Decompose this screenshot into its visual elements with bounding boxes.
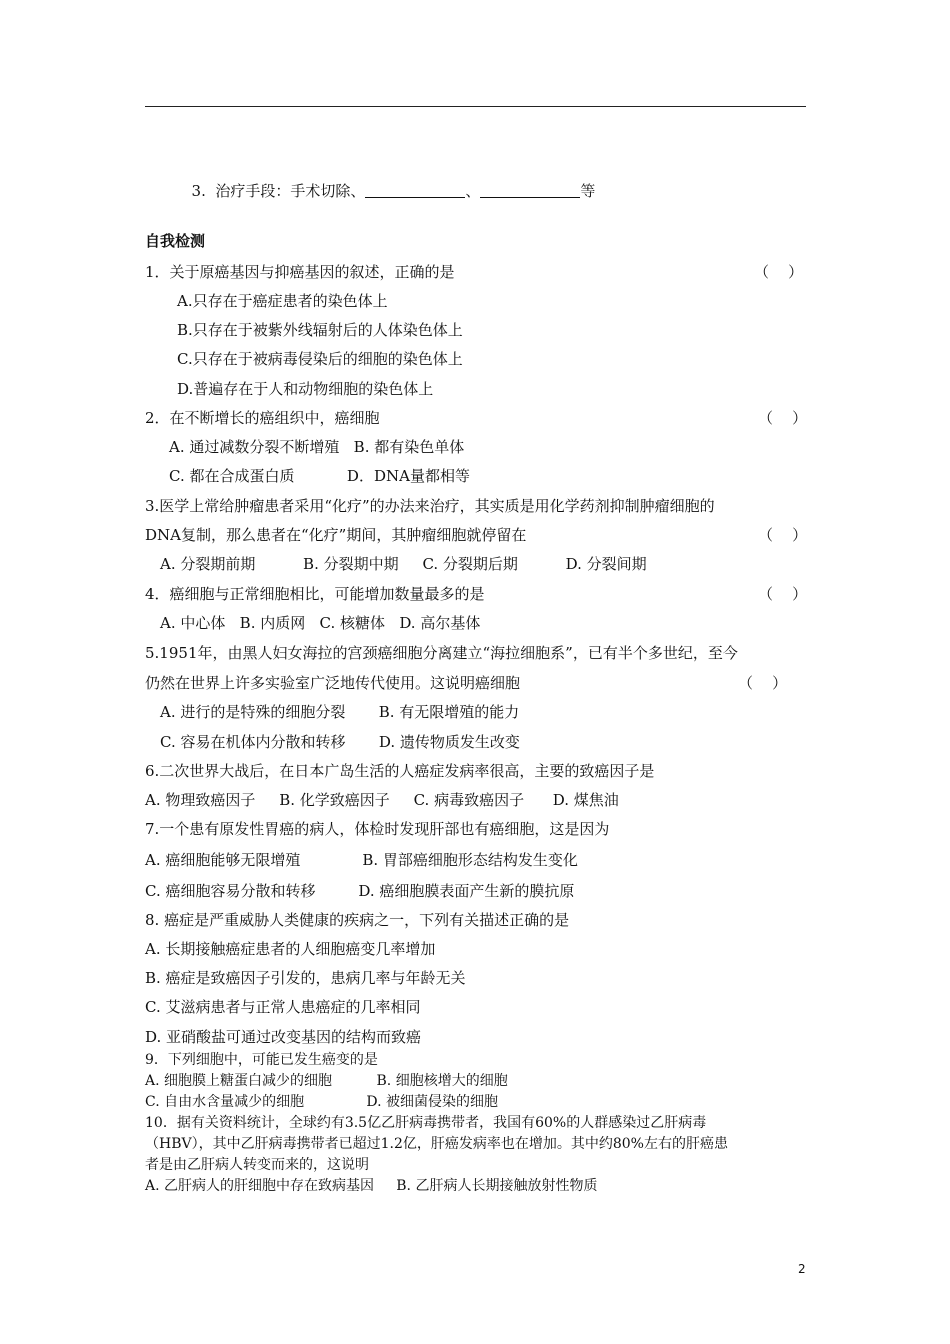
- q8-option-a: A. 长期接触癌症患者的人细胞癌变几率增加: [145, 940, 436, 958]
- q5-options-row1: A. 进行的是特殊的细胞分裂 B. 有无限增殖的能力: [160, 703, 520, 721]
- q2-stem: 2．在不断增长的癌组织中，癌细胞: [145, 409, 380, 427]
- q6-options: A. 物理致癌因子 B. 化学致癌因子 C. 病毒致癌因子 D. 煤焦油: [145, 791, 619, 809]
- q8-option-d: D. 亚硝酸盐可通过改变基因的结构而致癌: [145, 1028, 422, 1046]
- q1-stem: 1．关于原癌基因与抑癌基因的叙述，正确的是: [145, 263, 455, 281]
- q2-options-row2: C. 都在合成蛋白质 D．DNA量都相等: [169, 467, 470, 485]
- q10-options-row1: A. 乙肝病人的肝细胞中存在致病基因 B. 乙肝病人长期接触放射性物质: [145, 1178, 598, 1194]
- q4-stem: 4．癌细胞与正常细胞相比，可能增加数量最多的是: [145, 585, 485, 603]
- q2-options-row1: A. 通过减数分裂不断增殖 B. 都有染色单体: [169, 438, 465, 456]
- q3-stem-line2: DNA复制，那么患者在“化疗”期间，其肿瘤细胞就停留在: [145, 526, 527, 544]
- q1-option-a: A.只存在于癌症患者的染色体上: [177, 292, 388, 310]
- q10-line1: 10．据有关资料统计，全球约有3.5亿乙肝病毒携带者，我国有60%的人群感染过乙肝病毒: [145, 1115, 707, 1131]
- q3-stem-line1: 3.医学上常给肿瘤患者采用“化疗”的办法来治疗，其实质是用化学药剂抑制肿瘤细胞的: [145, 497, 715, 515]
- q5-answer-paren[interactable]: （ ）: [738, 674, 788, 692]
- q5-stem-line2: 仍然在世界上许多实验室广泛地传代使用。这说明癌细胞: [145, 674, 521, 692]
- q1-option-d: D.普遍存在于人和动物细胞的染色体上: [177, 380, 434, 398]
- q7-stem: 7.一个患有原发性胃癌的病人，体检时发现肝部也有癌细胞，这是因为: [145, 820, 610, 838]
- q1-option-c: C.只存在于被病毒侵染后的细胞的染色体上: [177, 350, 463, 368]
- q7-options-row1: A. 癌细胞能够无限增殖 B. 胃部癌细胞形态结构发生变化: [145, 851, 578, 869]
- blank-1[interactable]: [365, 183, 465, 198]
- q5-stem-line1: 5.1951年，由黑人妇女海拉的宫颈癌细胞分离建立“海拉细胞系”，已有半个多世纪，至今: [145, 644, 738, 662]
- q9-stem: 9．下列细胞中，可能已发生癌变的是: [145, 1052, 378, 1068]
- q1-answer-paren[interactable]: （ ）: [754, 263, 804, 281]
- q4-options: A. 中心体 B. 内质网 C. 核糖体 D. 高尔基体: [160, 614, 481, 632]
- q8-stem: 8. 癌症是严重威胁人类健康的疾病之一，下列有关描述正确的是: [145, 911, 570, 929]
- blank-2[interactable]: [480, 183, 580, 198]
- treatment-line: [182, 164, 595, 200]
- header-rule: [145, 106, 806, 107]
- page-number: 2: [798, 1262, 806, 1276]
- q5-options-row2: C. 容易在机体内分散和转移 D. 遗传物质发生改变: [160, 733, 520, 751]
- q8-option-c: C. 艾滋病患者与正常人患癌症的几率相同: [145, 998, 421, 1016]
- q3-options: A. 分裂期前期 B. 分裂期中期 C. 分裂期后期 D. 分裂间期: [160, 555, 647, 573]
- section-title: 自我检测: [145, 232, 206, 250]
- q7-options-row2: C. 癌细胞容易分散和转移 D. 癌细胞膜表面产生新的膜抗原: [145, 882, 575, 900]
- q6-stem: 6.二次世界大战后，在日本广岛生活的人癌症发病率很高，主要的致癌因子是: [145, 762, 655, 780]
- q2-answer-paren[interactable]: （ ）: [758, 409, 808, 427]
- treatment-prefix: 3. 治疗手段：手术切除、: [191, 182, 366, 200]
- q1-option-b: B.只存在于被紫外线辐射后的人体染色体上: [177, 321, 463, 339]
- q9-options-row1: A. 细胞膜上糖蛋白减少的细胞 B. 细胞核增大的细胞: [145, 1073, 508, 1089]
- q8-option-b: B. 癌症是致癌因子引发的，患病几率与年龄无关: [145, 969, 466, 987]
- q3-answer-paren[interactable]: （ ）: [758, 526, 808, 544]
- q10-line2: （HBV），其中乙肝病毒携带者已超过1.2亿，肝癌发病率也在增加。其中约80%左右的肝癌患: [145, 1136, 728, 1152]
- q10-line3: 者是由乙肝病人转变而来的，这说明: [145, 1157, 369, 1173]
- q4-answer-paren[interactable]: （ ）: [758, 585, 808, 603]
- q9-options-row2: C. 自由水含量减少的细胞 D. 被细菌侵染的细胞: [145, 1094, 499, 1110]
- treatment-sep: 、: [465, 182, 481, 200]
- treatment-suffix: 等: [580, 182, 596, 200]
